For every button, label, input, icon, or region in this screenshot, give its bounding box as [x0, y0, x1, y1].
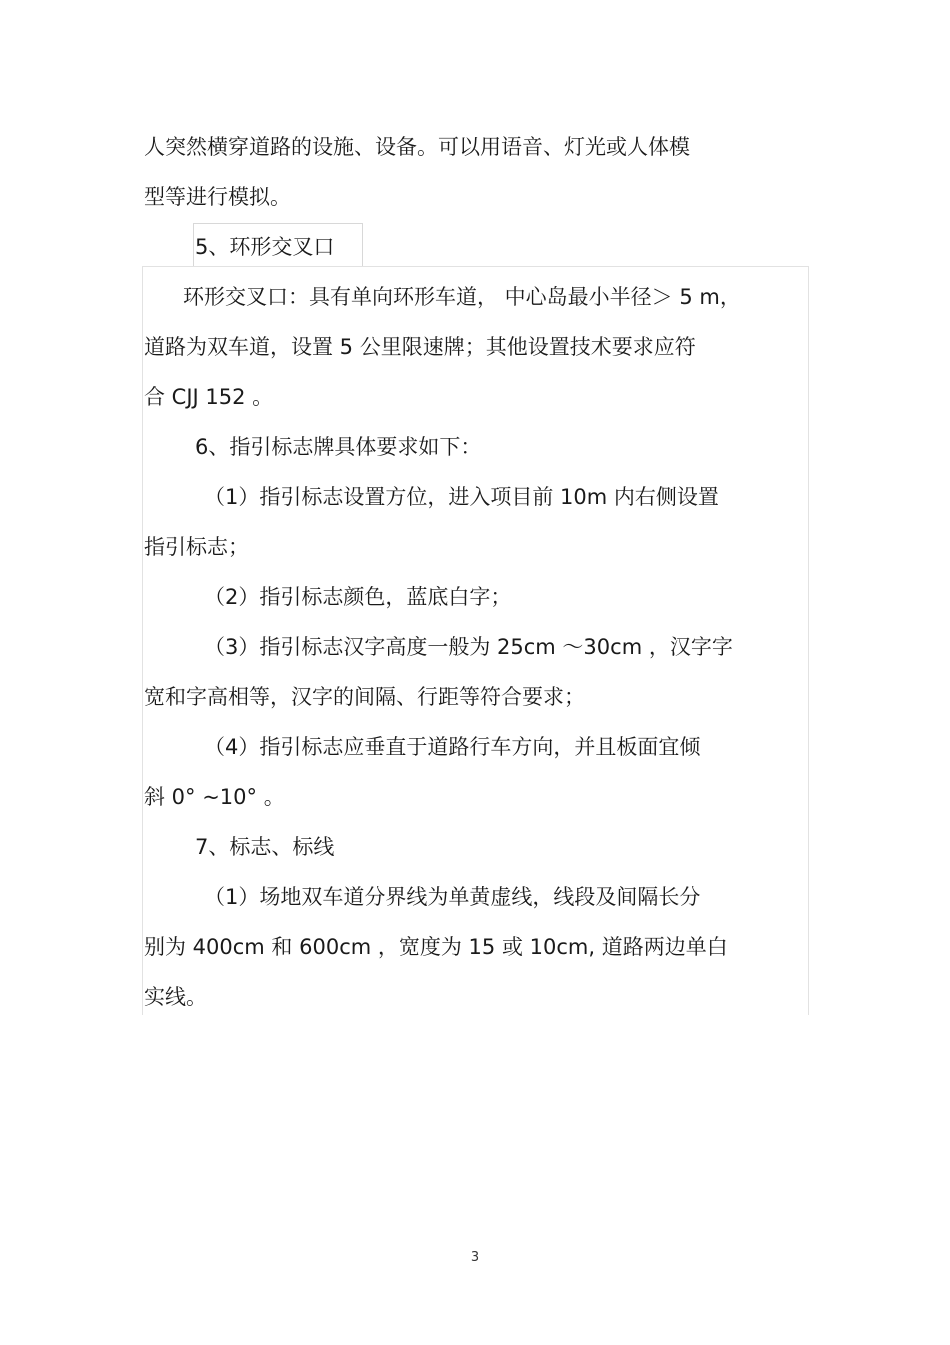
paragraph-line: 人突然横穿道路的设施、设备。可以用语音、灯光或人体模 [144, 135, 690, 159]
paragraph-line: 合 CJJ 152 。 [144, 385, 274, 409]
paragraph-line: 道路为双车道，设置 5 公里限速牌；其他设置技术要求应符 [144, 335, 696, 359]
section-heading-6: 6、指引标志牌具体要求如下： [195, 435, 482, 459]
list-item-continuation: 宽和字高相等，汉字的间隔、行距等符合要求； [144, 685, 585, 709]
list-item-continuation: 别为 400cm 和 600cm ，宽度为 15 或 10cm, 道路两边单白 [144, 935, 728, 959]
list-item-continuation: 斜 0° ~10° 。 [144, 785, 285, 809]
list-item: （3）指引标志汉字高度一般为 25cm ～30cm ，汉字字 [204, 635, 733, 659]
list-item: （2）指引标志颜色，蓝底白字； [204, 585, 512, 609]
section-heading-7: 7、标志、标线 [195, 835, 335, 859]
section-heading-5: 5、环形交叉口 [195, 235, 335, 259]
paragraph-line: 型等进行模拟。 [144, 185, 291, 209]
list-item-continuation: 实线。 [144, 985, 207, 1009]
list-item: （1）场地双车道分界线为单黄虚线，线段及间隔长分 [204, 885, 701, 909]
list-item: （4）指引标志应垂直于道路行车方向，并且板面宜倾 [204, 735, 701, 759]
list-item: （1）指引标志设置方位，进入项目前 10m 内右侧设置 [204, 485, 719, 509]
list-item-continuation: 指引标志； [144, 535, 249, 559]
page-number: 3 [470, 1250, 480, 1265]
paragraph-line: 环形交叉口：具有单向环形车道， 中心岛最小半径＞ 5 m， [183, 285, 741, 309]
